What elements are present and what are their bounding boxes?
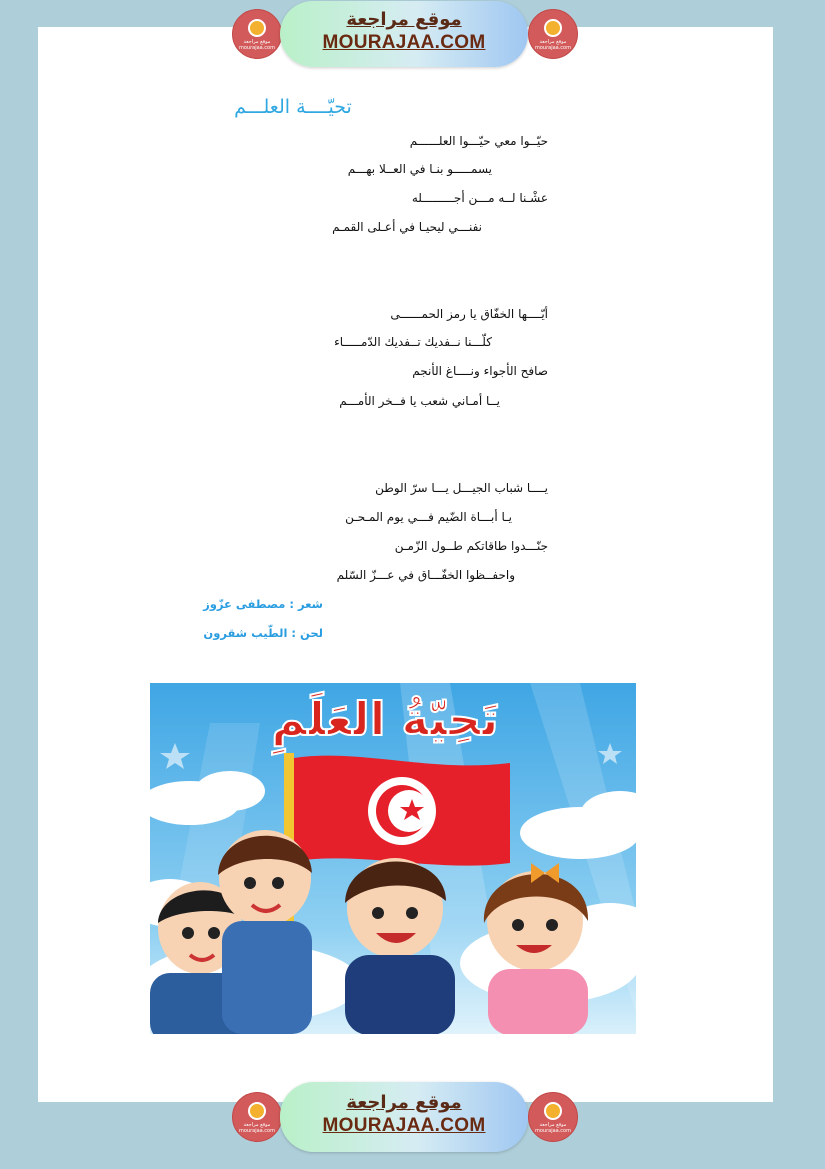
site-header-banner[interactable]: [232, 1, 578, 67]
site-logo-icon[interactable]: [232, 1092, 282, 1142]
logo-text-ar: موقع مراجعة: [539, 39, 567, 45]
site-name-arabic[interactable]: موقع مراجعة: [346, 1092, 462, 1113]
logo-emblem-icon: [248, 1102, 266, 1120]
logo-emblem-icon: [248, 19, 266, 37]
verse-line: حيّــوا معي حيّـــوا العلــــــم: [409, 134, 548, 148]
site-logo-icon[interactable]: [528, 1092, 578, 1142]
logo-text-en: mourajaa.com: [238, 1128, 275, 1134]
logo-text-en: mourajaa.com: [238, 45, 275, 51]
logo-emblem-icon: [544, 1102, 562, 1120]
logo-text-ar: موقع مراجعة: [243, 39, 271, 45]
poem-author: شعر : مصطفى عزّوز: [203, 597, 323, 611]
logo-text-en: mourajaa.com: [534, 45, 571, 51]
site-name-link[interactable]: [280, 1, 528, 67]
verse-line: صافح الأجواء ونــــاغ الأنجم: [412, 364, 548, 378]
verse-line: واحفــظوا الخفّـــاق في عـــزّ السّلم: [336, 568, 515, 582]
logo-text-ar: موقع مراجعة: [243, 1122, 271, 1128]
verse-line: عشْـنا لــه مـــن أجـــــــــله: [411, 191, 548, 205]
poem-composer: لحن : الطّيب شقرون: [203, 626, 323, 640]
logo-emblem-icon: [544, 19, 562, 37]
verse-line: يـا أبـــاة الضّيم فـــي يوم المـحـن: [345, 510, 512, 524]
verse-line: أيّــــها الخفّاق يا رمز الحمــــــى: [390, 307, 548, 321]
site-footer-banner[interactable]: [232, 1082, 578, 1152]
verse-line: كلّـــنا نــفديك تــفديك الدّمـــــاء: [334, 335, 492, 349]
verse-line: يسمـــــو بنـا في العــلا بهـــم: [347, 162, 492, 176]
verse-line: يــــا شباب الجيـــل يـــا سرّ الوطن: [375, 481, 548, 495]
site-logo-icon[interactable]: [528, 9, 578, 59]
poem-illustration: [150, 683, 636, 1034]
site-name-arabic[interactable]: موقع مراجعة: [346, 9, 462, 30]
logo-text-en: mourajaa.com: [534, 1128, 571, 1134]
flag-children-illustration: [150, 683, 636, 1034]
verse-line: جنّـــدوا طاقاتكم طــول الزّمـن: [394, 539, 548, 553]
poem-title: تحيّــــة العلـــم: [234, 96, 352, 118]
site-logo-icon[interactable]: [232, 9, 282, 59]
verse-line: نفنـــي ليحيـا في أعـلى القمـم: [332, 220, 482, 234]
site-name-english[interactable]: MOURAJAA.COM: [322, 32, 486, 53]
logo-text-ar: موقع مراجعة: [539, 1122, 567, 1128]
verse-line: يــا أمـاني شعب يا فــخر الأمـــم: [339, 394, 500, 408]
site-name-link[interactable]: [280, 1082, 528, 1152]
site-name-english[interactable]: MOURAJAA.COM: [322, 1115, 486, 1136]
illustration-title: تَحِيّةُ العَلَمِ: [271, 692, 499, 746]
